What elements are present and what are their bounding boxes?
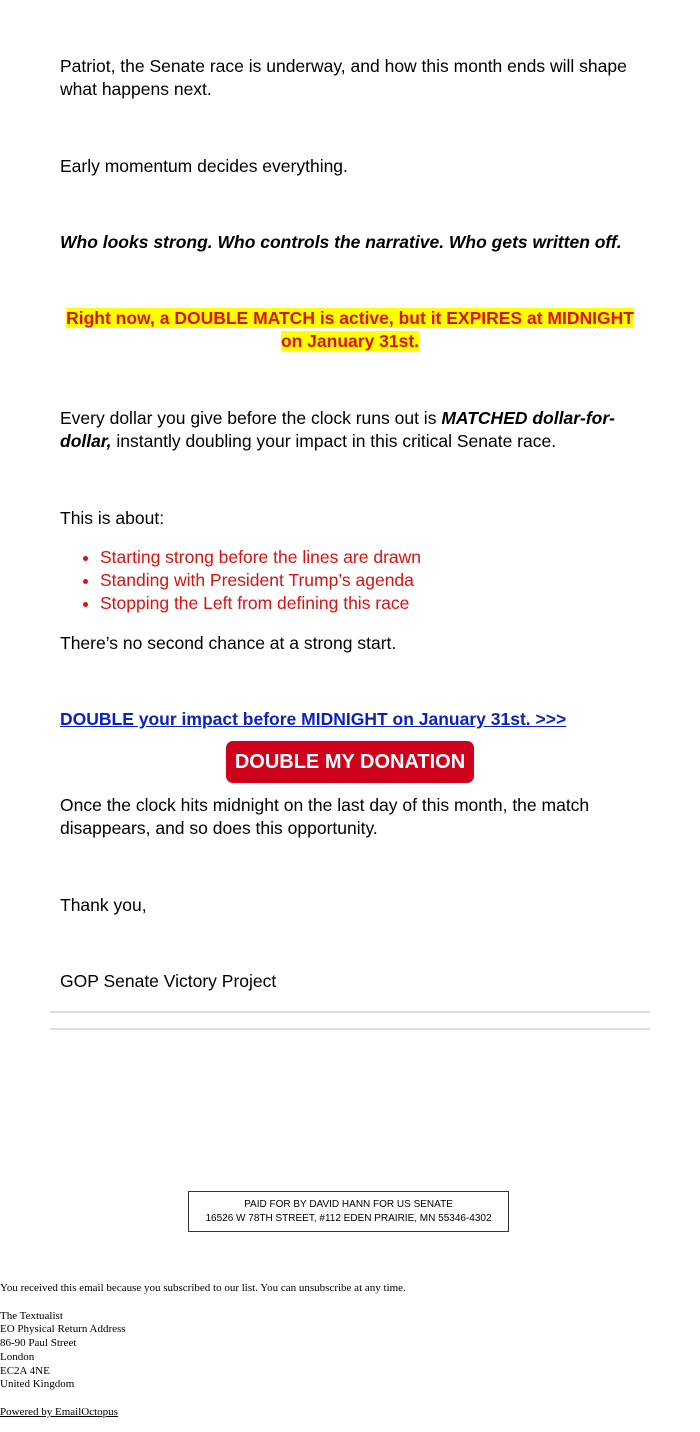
signature: GOP Senate Victory Project: [60, 971, 277, 991]
thanks-paragraph: Thank you,: [60, 895, 147, 915]
expire-paragraph: Once the clock hits midnight on the last day of this month, the match disappears, and so does this opportunity.: [60, 795, 590, 838]
email-footer: [0, 1282, 700, 1420]
double-match-highlight: Right now, a DOUBLE MATCH is active, but it EXPIRES at MIDNIGHT on January 31st.: [66, 308, 634, 351]
address-line: EC2A 4NE: [0, 1364, 50, 1377]
cta-paragraph: [60, 708, 650, 731]
double-match-notice: [60, 307, 640, 353]
paid-for-address: 16526 W 78TH STREET, #112 EDEN PRAIRIE, MN 55346-4302: [205, 1213, 492, 1224]
second-chance-paragraph: There’s no second chance at a strong start.: [60, 633, 397, 653]
subscription-notice: You received this email because you subscribed to our list. You can unsubscribe at any time.: [0, 1282, 406, 1294]
paid-for-disclaimer: [188, 1191, 509, 1232]
matched-text-pre: Every dollar you give before the clock runs out is: [60, 408, 442, 428]
momentum-paragraph: Early momentum decides everything.: [60, 156, 348, 176]
divider: [50, 1011, 650, 1013]
double-impact-link[interactable]: DOUBLE your impact before MIDNIGHT on January 31st. >>>: [60, 709, 567, 729]
address-line: London: [0, 1350, 35, 1363]
address-line: 86-90 Paul Street: [0, 1337, 77, 1350]
list-item: • Stopping the Left from defining this race: [100, 592, 421, 615]
intro-paragraph: Patriot, the Senate race is underway, and how this month ends will shape what happens next.: [60, 56, 627, 99]
address-line: EO Physical Return Address: [0, 1323, 126, 1336]
address-line: United Kingdom: [0, 1378, 75, 1391]
matched-text-post: instantly doubling your impact in this critical Senate race.: [111, 431, 557, 451]
paid-for-line: PAID FOR BY DAVID HANN FOR US SENATE: [244, 1199, 453, 1210]
list-item: • Standing with President Trump’s agenda: [100, 569, 421, 592]
double-my-donation-button[interactable]: DOUBLE MY DONATION: [226, 741, 474, 783]
narrative-paragraph: Who looks strong. Who controls the narrative. Who gets written off.: [60, 232, 622, 252]
list-item: • Starting strong before the lines are drawn: [100, 546, 421, 569]
powered-by-link[interactable]: Powered by EmailOctopus: [0, 1405, 118, 1418]
address-line: The Textualist: [0, 1309, 63, 1322]
divider: [50, 1028, 650, 1030]
matched-paragraph: [60, 407, 650, 453]
matched-emphasis: MATCHED dollar-for-dollar,: [60, 408, 615, 451]
about-list: [60, 546, 421, 615]
about-heading: This is about:: [60, 508, 165, 528]
